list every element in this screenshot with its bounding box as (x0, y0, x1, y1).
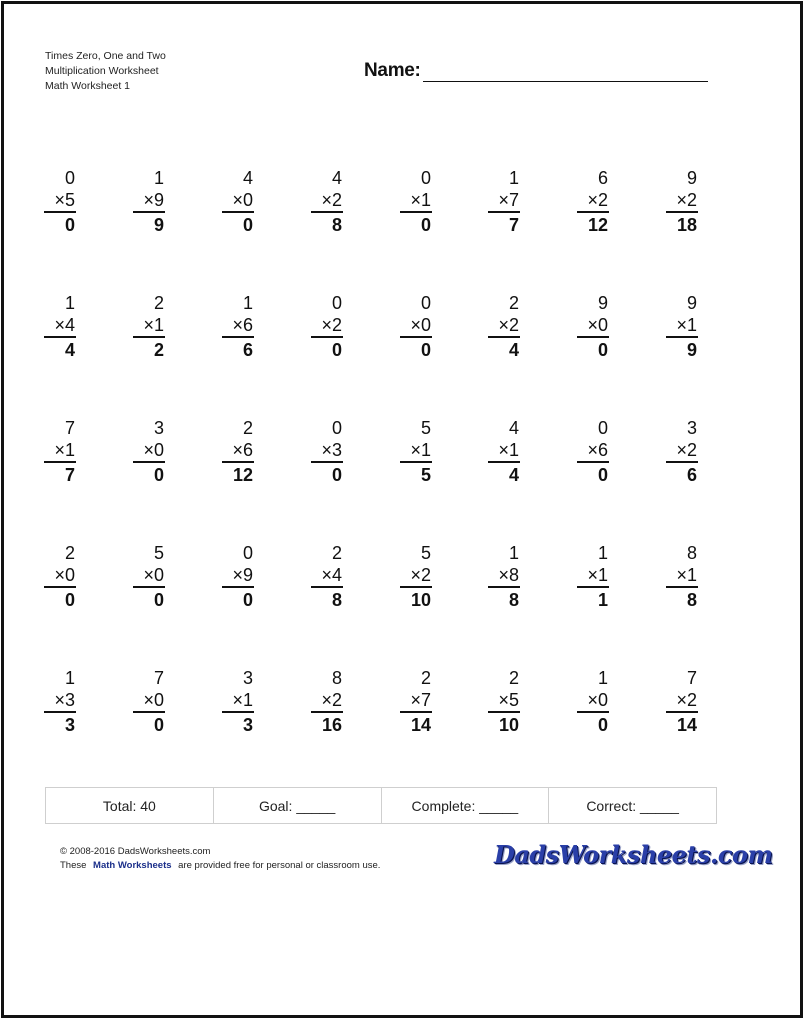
multiplicand: 1 (597, 543, 608, 563)
multiplication-problem (311, 292, 343, 360)
multiplication-problem (133, 167, 165, 235)
multiplier: ×0 (44, 564, 76, 588)
multiplication-problem (311, 542, 343, 610)
multiplication-problem (311, 167, 343, 235)
multiplication-problem (222, 167, 254, 235)
multiplicand: 4 (331, 168, 342, 188)
product-answer: 4 (508, 340, 519, 360)
multiplicand: 7 (153, 668, 164, 688)
multiplicand: 2 (420, 668, 431, 688)
product-answer: 4 (508, 465, 519, 485)
name-label: Name: (364, 60, 421, 81)
product-answer: 8 (508, 590, 519, 610)
product-answer: 12 (587, 215, 608, 235)
multiplier: ×1 (222, 689, 254, 713)
product-answer: 0 (420, 340, 431, 360)
multiplication-problem (311, 667, 343, 735)
multiplicand: 1 (64, 668, 75, 688)
multiplier: ×2 (577, 189, 609, 213)
multiplier: ×7 (400, 689, 432, 713)
usage-suffix: are provided free for personal or classroom use. (178, 860, 381, 871)
multiplication-problem (577, 667, 609, 735)
multiplicand: 4 (508, 418, 519, 438)
title-line-2: Multiplication Worksheet (45, 65, 159, 77)
multiplication-problem (488, 667, 520, 735)
product-answer: 4 (64, 340, 75, 360)
copyright-notice (60, 845, 380, 873)
multiplication-problem (133, 667, 165, 735)
multiplicand: 2 (64, 543, 75, 563)
complete-cell[interactable]: Complete: _____ (382, 788, 550, 823)
score-table (45, 787, 717, 824)
multiplication-problem (44, 417, 76, 485)
goal-cell[interactable]: Goal: _____ (214, 788, 382, 823)
multiplication-problem (488, 167, 520, 235)
multiplier: ×0 (133, 564, 165, 588)
product-answer: 0 (597, 715, 608, 735)
multiplier: ×2 (666, 689, 698, 713)
product-answer: 12 (232, 465, 253, 485)
multiplier: ×1 (133, 314, 165, 338)
multiplication-problem (400, 417, 432, 485)
multiplier: ×6 (222, 439, 254, 463)
multiplication-problem (133, 292, 165, 360)
multiplier: ×2 (311, 314, 343, 338)
multiplicand: 0 (331, 293, 342, 313)
multiplicand: 5 (153, 543, 164, 563)
multiplicand: 3 (686, 418, 697, 438)
product-answer: 0 (153, 465, 164, 485)
multiplication-problem (577, 292, 609, 360)
product-answer: 9 (686, 340, 697, 360)
multiplier: ×0 (133, 439, 165, 463)
multiplier: ×1 (488, 439, 520, 463)
multiplicand: 8 (686, 543, 697, 563)
multiplicand: 1 (597, 668, 608, 688)
product-answer: 0 (597, 465, 608, 485)
copyright-line: © 2008-2016 DadsWorksheets.com (60, 846, 211, 857)
multiplicand: 2 (331, 543, 342, 563)
product-answer: 0 (153, 590, 164, 610)
multiplication-problem (666, 542, 698, 610)
multiplicand: 3 (153, 418, 164, 438)
multiplication-problem (222, 667, 254, 735)
product-answer: 16 (321, 715, 342, 735)
multiplicand: 1 (64, 293, 75, 313)
multiplication-problem (488, 292, 520, 360)
multiplication-problem (311, 417, 343, 485)
multiplier: ×2 (666, 189, 698, 213)
title-line-3: Math Worksheet 1 (45, 80, 131, 92)
multiplication-problem (222, 292, 254, 360)
multiplier: ×8 (488, 564, 520, 588)
multiplier: ×0 (577, 689, 609, 713)
multiplier: ×0 (577, 314, 609, 338)
dadsworksheets-logo[interactable]: DadsWorksheets.com (494, 840, 773, 869)
multiplicand: 5 (420, 543, 431, 563)
multiplier: ×1 (400, 439, 432, 463)
multiplicand: 8 (331, 668, 342, 688)
multiplier: ×1 (577, 564, 609, 588)
total-cell: Total: 40 (46, 788, 214, 823)
multiplier: ×2 (488, 314, 520, 338)
multiplication-problem (44, 167, 76, 235)
product-answer: 10 (498, 715, 519, 735)
multiplicand: 1 (242, 293, 253, 313)
multiplier: ×2 (311, 189, 343, 213)
multiplication-problem (577, 542, 609, 610)
multiplier: ×2 (666, 439, 698, 463)
multiplication-problem (666, 417, 698, 485)
multiplication-problem (133, 542, 165, 610)
product-answer: 14 (676, 715, 697, 735)
product-answer: 6 (242, 340, 253, 360)
correct-cell[interactable]: Correct: _____ (586, 797, 679, 814)
multiplication-problem (400, 667, 432, 735)
multiplication-problem (666, 667, 698, 735)
product-answer: 5 (420, 465, 431, 485)
multiplicand: 6 (597, 168, 608, 188)
multiplier: ×5 (488, 689, 520, 713)
product-answer: 2 (153, 340, 164, 360)
multiplication-problem (577, 417, 609, 485)
multiplicand: 7 (686, 668, 697, 688)
multiplicand: 9 (686, 293, 697, 313)
multiplication-problem (44, 667, 76, 735)
multiplication-problem (400, 292, 432, 360)
title-line-1: Times Zero, One and Two (45, 50, 166, 62)
multiplier: ×9 (133, 189, 165, 213)
math-worksheets-link[interactable]: Math Worksheets (93, 860, 172, 871)
usage-line (60, 859, 380, 873)
multiplier: ×4 (311, 564, 343, 588)
product-answer: 3 (242, 715, 253, 735)
multiplier: ×5 (44, 189, 76, 213)
multiplier: ×3 (44, 689, 76, 713)
multiplier: ×7 (488, 189, 520, 213)
multiplicand: 0 (242, 543, 253, 563)
multiplicand: 1 (508, 543, 519, 563)
product-answer: 0 (242, 215, 253, 235)
multiplication-problem (577, 167, 609, 235)
product-answer: 9 (153, 215, 164, 235)
multiplicand: 1 (153, 168, 164, 188)
product-answer: 8 (331, 215, 342, 235)
product-answer: 0 (64, 590, 75, 610)
multiplier: ×4 (44, 314, 76, 338)
usage-prefix: These (60, 860, 87, 871)
product-answer: 3 (64, 715, 75, 735)
multiplicand: 0 (420, 293, 431, 313)
multiplication-problem (488, 542, 520, 610)
multiplier: ×2 (311, 689, 343, 713)
product-answer: 0 (153, 715, 164, 735)
multiplicand: 2 (508, 293, 519, 313)
multiplier: ×9 (222, 564, 254, 588)
multiplier: ×0 (133, 689, 165, 713)
multiplier: ×1 (44, 439, 76, 463)
product-answer: 18 (676, 215, 697, 235)
name-blank-line[interactable] (423, 61, 708, 82)
product-answer: 10 (410, 590, 431, 610)
multiplication-problem (400, 167, 432, 235)
multiplicand: 7 (64, 418, 75, 438)
multiplication-problem (400, 542, 432, 610)
product-answer: 0 (242, 590, 253, 610)
multiplication-problem (222, 417, 254, 485)
product-answer: 0 (420, 215, 431, 235)
multiplicand: 2 (153, 293, 164, 313)
product-answer: 14 (410, 715, 431, 735)
worksheet-title (45, 49, 166, 94)
multiplier: ×0 (222, 189, 254, 213)
product-answer: 0 (331, 465, 342, 485)
multiplication-problem (488, 417, 520, 485)
multiplicand: 3 (242, 668, 253, 688)
product-answer: 6 (686, 465, 697, 485)
multiplier: ×1 (400, 189, 432, 213)
product-answer: 0 (597, 340, 608, 360)
multiplier: ×1 (666, 564, 698, 588)
multiplicand: 5 (420, 418, 431, 438)
product-answer: 7 (508, 215, 519, 235)
product-answer: 1 (597, 590, 608, 610)
multiplicand: 1 (508, 168, 519, 188)
multiplication-problem (222, 542, 254, 610)
name-field (364, 60, 708, 82)
multiplication-problem (666, 292, 698, 360)
multiplier: ×3 (311, 439, 343, 463)
product-answer: 0 (64, 215, 75, 235)
multiplicand: 0 (331, 418, 342, 438)
multiplicand: 9 (686, 168, 697, 188)
multiplication-problem (133, 417, 165, 485)
multiplicand: 9 (597, 293, 608, 313)
multiplier: ×6 (577, 439, 609, 463)
multiplicand: 0 (597, 418, 608, 438)
multiplication-problem (44, 292, 76, 360)
multiplicand: 2 (508, 668, 519, 688)
multiplicand: 4 (242, 168, 253, 188)
product-answer: 0 (331, 340, 342, 360)
multiplication-problem (666, 167, 698, 235)
product-answer: 8 (331, 590, 342, 610)
product-answer: 7 (64, 465, 75, 485)
product-answer: 8 (686, 590, 697, 610)
multiplication-problem (44, 542, 76, 610)
multiplier: ×2 (400, 564, 432, 588)
multiplicand: 0 (64, 168, 75, 188)
multiplier: ×1 (666, 314, 698, 338)
multiplicand: 2 (242, 418, 253, 438)
multiplicand: 0 (420, 168, 431, 188)
multiplier: ×0 (400, 314, 432, 338)
multiplier: ×6 (222, 314, 254, 338)
